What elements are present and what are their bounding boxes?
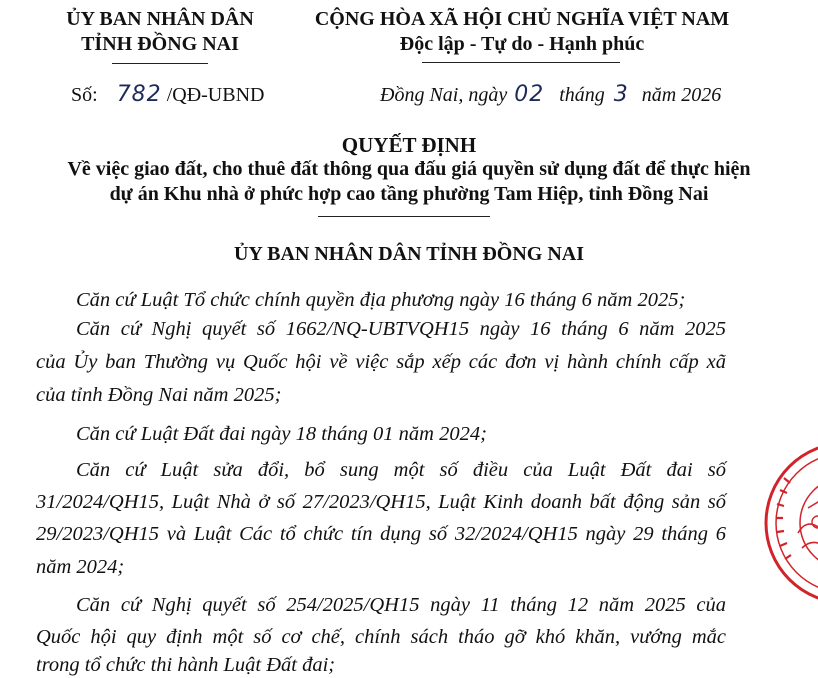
paragraph-5-line-2: Quốc hội quy định một số cơ chế, chính sách tháo gỡ khó khăn, vướng mắc — [36, 626, 726, 648]
handwritten-month: 3 — [613, 82, 629, 107]
paragraph-2-line-3: của tỉnh Đồng Nai năm 2025; — [36, 384, 282, 406]
paragraph-4-line-3: 29/2023/QH15 và Luật Các tổ chức tín dụng số 32/2024/QH15 ngày 29 tháng 6 — [36, 523, 726, 545]
paragraph-1 — [36, 284, 726, 317]
national-title: CỘNG HÒA XÃ HỘI CHỦ NGHĨA VIỆT NAM — [314, 8, 730, 30]
official-seal-icon — [758, 438, 818, 608]
paragraph-3-line-1: Căn cứ Luật Đất đai ngày 18 tháng 01 năm 2024; — [76, 423, 487, 445]
paragraph-2-line-1: Căn cứ Nghị quyết số 1662/NQ-UBTVQH15 ngày 16 tháng 6 năm 2025 — [76, 318, 726, 340]
handwritten-day: 02 — [514, 82, 545, 107]
year-label: năm 2026 — [641, 84, 722, 106]
issue-date — [380, 82, 721, 107]
decision-subject-line2: dự án Khu nhà ở phức hợp cao tầng phường Tam Hiệp, tỉnh Đồng Nai — [109, 183, 709, 205]
national-motto: Độc lập - Tự do - Hạnh phúc — [399, 33, 645, 55]
paragraph-1-line-1: Căn cứ Luật Tổ chức chính quyền địa phương ngày 16 tháng 6 năm 2025; — [76, 289, 686, 311]
paragraph-4-line-1: Căn cứ Luật sửa đổi, bổ sung một số điều của Luật Đất đai số — [76, 459, 726, 481]
paragraph-4-line-2: 31/2024/QH15, Luật Nhà ở số 27/2023/QH15, Luật Kinh doanh bất động sản số — [36, 491, 726, 513]
decision-heading: QUYẾT ĐỊNH — [341, 133, 477, 157]
number-suffix: /QĐ-UBND — [166, 84, 265, 106]
paragraph-2-line-2: của Ủy ban Thường vụ Quốc hội về việc sắp xếp các đơn vị hành chính cấp xã — [36, 351, 726, 373]
paragraph-5-line-3: trong tổ chức thi hành Luật Đất đai; — [36, 654, 336, 676]
paragraph-5-line-1: Căn cứ Nghị quyết số 254/2025/QH15 ngày 11 tháng 12 năm 2025 của — [76, 594, 726, 616]
handwritten-number: 782 — [116, 82, 162, 107]
title-underline — [318, 216, 490, 217]
issuer-name-line1: ỦY BAN NHÂN DÂN — [66, 8, 254, 30]
decision-subject-line1: Về việc giao đất, cho thuê đất thông qua đấu giá quyền sử dụng đất để thực hiện — [67, 158, 751, 180]
month-label: tháng — [559, 84, 605, 106]
authority-heading: ỦY BAN NHÂN DÂN TỈNH ĐỒNG NAI — [233, 243, 585, 265]
paragraph-4-line-4: năm 2024; — [36, 556, 125, 578]
document-number — [71, 82, 264, 107]
issuer-name-line2: TỈNH ĐỒNG NAI — [81, 33, 239, 55]
motto-underline — [422, 62, 620, 63]
number-label: Số: — [71, 84, 98, 106]
date-prefix: Đồng Nai, ngày — [380, 84, 508, 106]
issuer-underline — [112, 63, 208, 64]
